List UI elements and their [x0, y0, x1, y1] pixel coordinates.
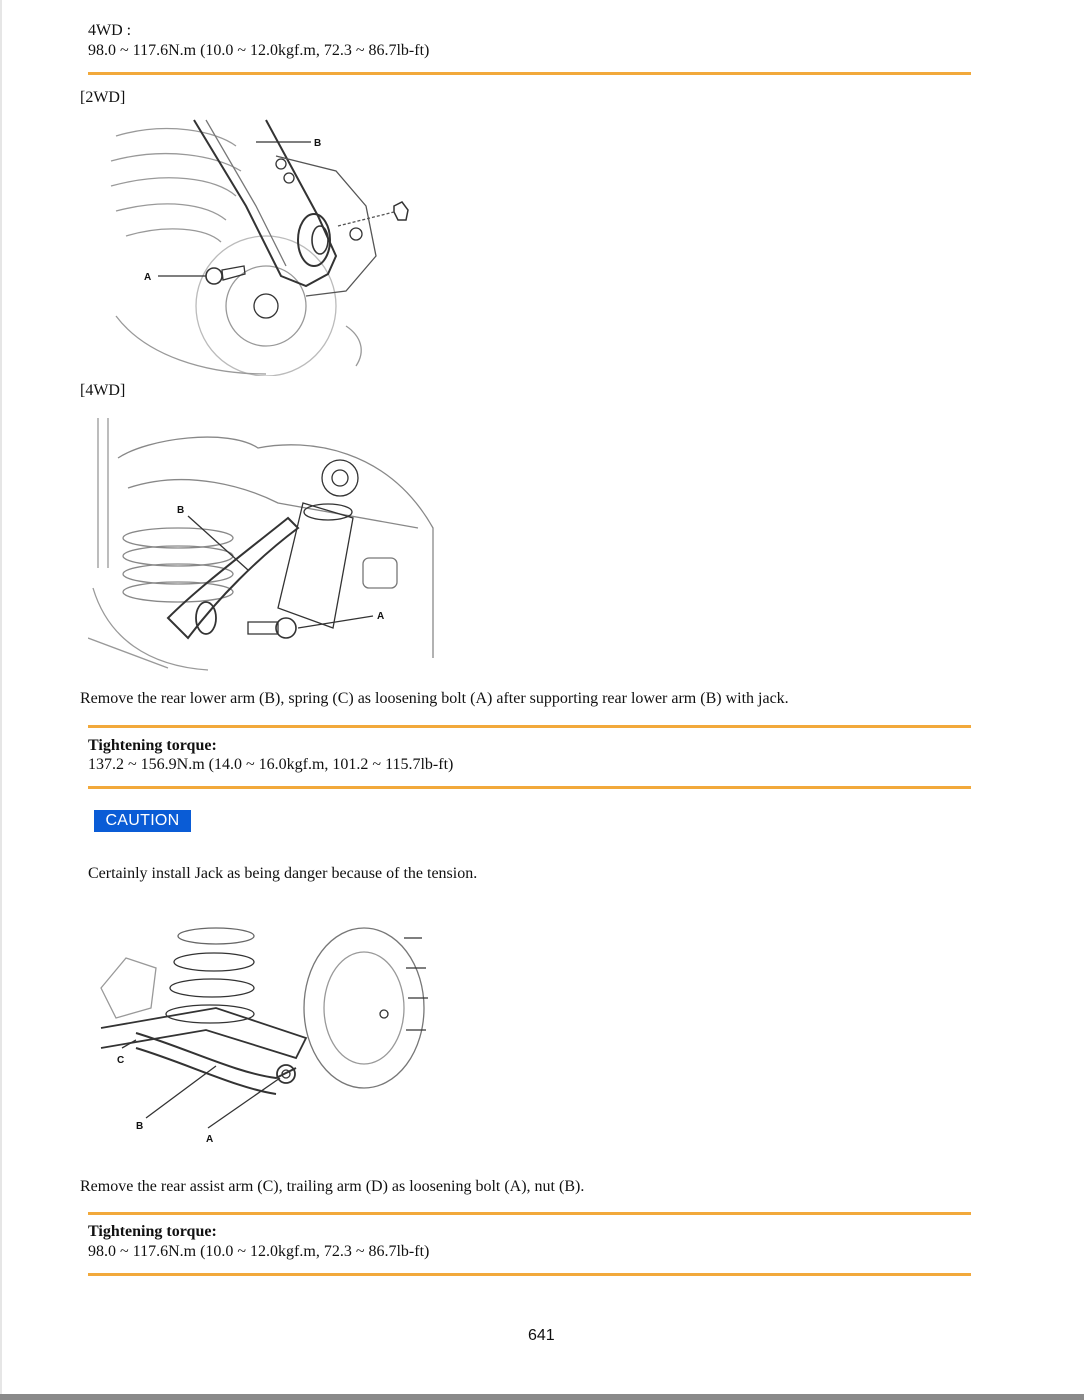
torque-label: Tightening torque:	[88, 1223, 217, 1240]
spec-label-4wd: 4WD :	[88, 22, 132, 39]
figure-heading-2wd: [2WD]	[80, 89, 126, 106]
torque-label: Tightening torque:	[88, 737, 217, 754]
callout-c: C	[117, 1055, 125, 1066]
figure-4wd-rear-lower-arm	[88, 408, 438, 674]
caution-badge: CAUTION	[94, 810, 191, 832]
callout-b: B	[177, 505, 185, 516]
divider-rule	[88, 1273, 971, 1276]
figure-2wd-rear-lower-arm	[106, 116, 426, 376]
figure-heading-4wd: [4WD]	[80, 382, 126, 399]
callout-b: B	[136, 1121, 144, 1132]
step2-instruction: Remove the rear assist arm (C), trailing arm (D) as loosening bolt (A), nut (B).	[80, 1178, 585, 1195]
callout-a: A	[144, 272, 152, 283]
torque-value: 137.2 ~ 156.9N.m (14.0 ~ 16.0kgf.m, 101.2 ~ 115.7lb-ft)	[88, 756, 454, 773]
callout-b: B	[314, 138, 322, 149]
page-bottom-border	[0, 1394, 1084, 1400]
step1-instruction: Remove the rear lower arm (B), spring (C) as loosening bolt (A) after supporting rear lower arm (B) with jack.	[80, 690, 789, 707]
callout-a: A	[377, 611, 385, 622]
divider-rule	[88, 72, 971, 75]
spec-value-4wd: 98.0 ~ 117.6N.m (10.0 ~ 12.0kgf.m, 72.3 ~ 86.7lb-ft)	[88, 42, 430, 59]
page-edge	[0, 0, 2, 1400]
page-number: 641	[528, 1327, 555, 1344]
callout-a: A	[206, 1134, 214, 1145]
divider-rule	[88, 1212, 971, 1215]
figure-assist-arm-trailing-arm	[96, 918, 436, 1148]
divider-rule	[88, 725, 971, 728]
torque-value: 98.0 ~ 117.6N.m (10.0 ~ 12.0kgf.m, 72.3 ~ 86.7lb-ft)	[88, 1243, 430, 1260]
caution-text: Certainly install Jack as being danger because of the tension.	[88, 865, 478, 882]
divider-rule	[88, 786, 971, 789]
